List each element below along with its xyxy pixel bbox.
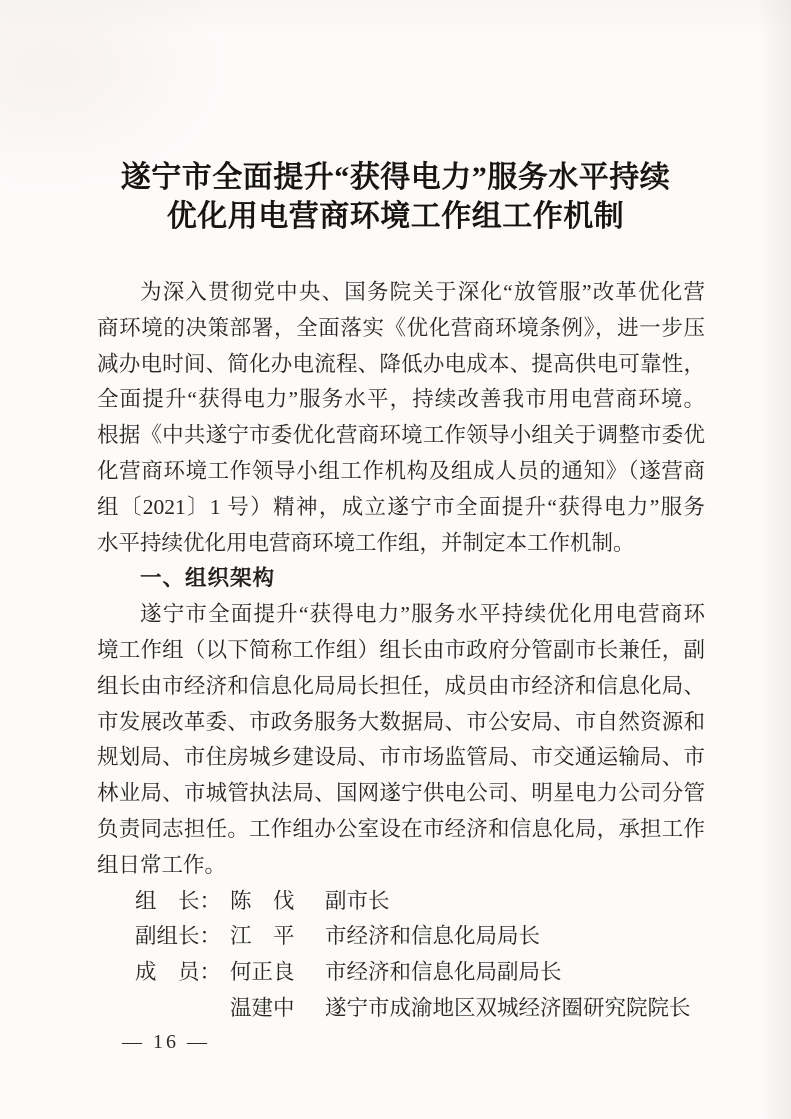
role-title: 市经济和信息化局局长 [325, 924, 541, 949]
text-line: 组日常工作。 [97, 852, 227, 877]
text-line: 负责同志担任。工作组办公室设在市经济和信息化局，承担工作 [97, 816, 705, 841]
text-line: 水平持续优化用电营商环境工作组，并制定本工作机制。 [97, 530, 635, 555]
text-line: 根据《中共遂宁市委优化营商环境工作领导小组关于调整市委优 [97, 423, 705, 448]
role-title: 遂宁市成渝地区双城经济圈研究院院长 [325, 995, 691, 1020]
document-body [97, 275, 705, 1027]
role-name: 江 平 [230, 924, 295, 949]
text-line: 市发展改革委、市政务服务大数据局、市公安局、市自然资源和 [97, 709, 705, 734]
role-title: 副市长 [325, 888, 390, 913]
text-line: 规划局、市住房城乡建设局、市市场监管局、市交通运输局、市 [97, 745, 705, 770]
role-row-member-1 [97, 955, 705, 991]
intro-paragraph [97, 275, 705, 561]
text-line: 商环境的决策部署，全面落实《优化营商环境条例》，进一步压 [97, 315, 705, 340]
text-line: 组〔2021〕1 号）精神，成立遂宁市全面提升“获得电力”服务 [97, 494, 705, 519]
title-line-1: 遂宁市全面提升“获得电力”服务水平持续 [120, 161, 671, 194]
text-line: 减办电时间、简化办电流程、降低办电成本、提高供电可靠性， [97, 351, 705, 376]
role-label: 副组长： [135, 924, 222, 949]
text-line: 组长由市经济和信息化局局长担任，成员由市经济和信息化局、 [97, 673, 705, 698]
text-line: 为深入贯彻党中央、国务院关于深化“放管服”改革优化营 [140, 280, 705, 304]
role-label: 组 长： [135, 888, 222, 913]
organization-paragraph [97, 597, 705, 883]
role-label [135, 991, 230, 1027]
page-number: — 16 — [122, 1031, 210, 1053]
role-name: 何正良 [230, 960, 295, 985]
role-name: 温建中 [230, 995, 295, 1020]
text-line: 全面提升“获得电力”服务水平，持续改善我市用电营商环境。 [97, 387, 705, 412]
section-heading-organization: 一、组织架构 [140, 566, 276, 591]
title-line-2: 优化用电营商环境工作组工作机制 [166, 200, 625, 233]
text-line: 林业局、市城管执法局、国网遂宁供电公司、明星电力公司分管 [97, 781, 705, 806]
text-line: 化营商环境工作领导小组工作机构及组成人员的通知》（遂营商 [97, 458, 705, 483]
document-title [0, 158, 791, 236]
text-line: 境工作组（以下简称工作组）组长由市政府分管副市长兼任，副 [97, 637, 705, 662]
role-row-leader [97, 884, 705, 920]
role-row-member-2 [97, 991, 705, 1027]
role-title: 市经济和信息化局副局长 [325, 960, 562, 985]
roles-list [97, 884, 705, 1027]
role-row-deputy-leader [97, 919, 705, 955]
text-line: 遂宁市全面提升“获得电力”服务水平持续优化用电营商环 [140, 602, 705, 627]
role-name: 陈 伐 [230, 888, 295, 913]
role-label: 成 员： [135, 960, 222, 985]
